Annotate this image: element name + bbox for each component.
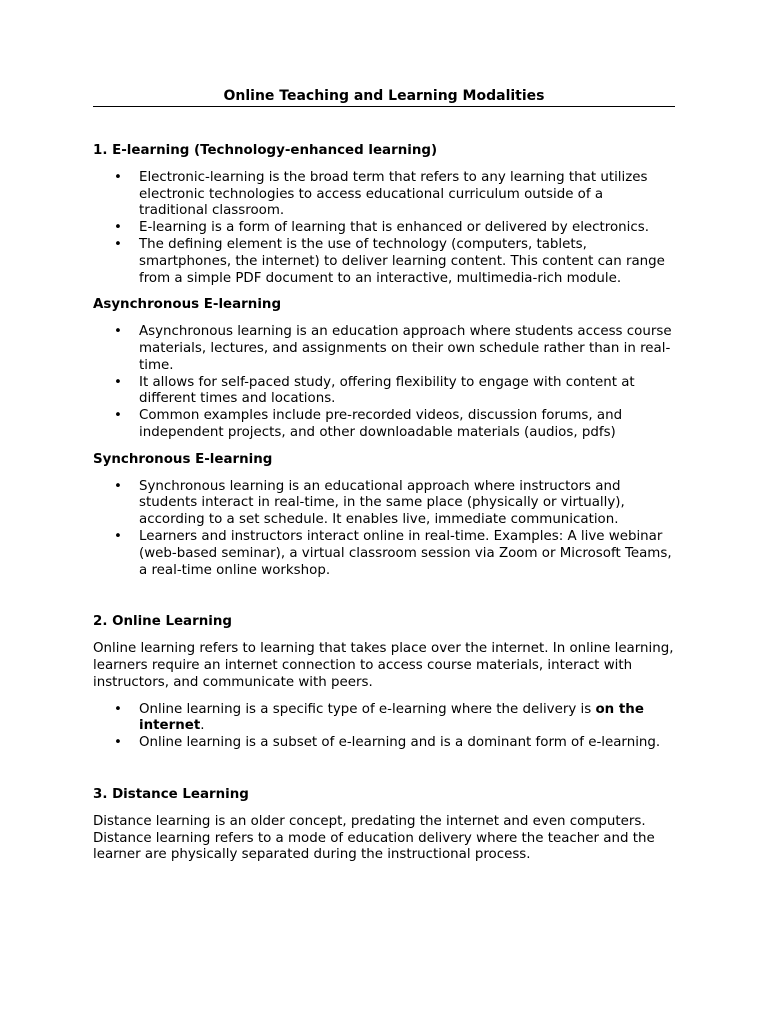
list-item-text: Electronic-learning is the broad term that refers to any learning that utilizes electronic technologies to access educational curriculum outside of a traditional classroom. [139, 169, 648, 219]
bullet-icon: • [114, 236, 122, 252]
list-item [93, 702, 675, 736]
document-body [93, 143, 675, 864]
list-item [93, 324, 675, 374]
list-item-text: The defining element is the use of technology (computers, tablets, smartphones, the internet) to deliver learning content. This content can range from a simple PDF document to an interactive, multimedia-rich module. [139, 236, 665, 286]
section-heading-distance-learning: 3. Distance Learning [93, 786, 249, 802]
bullet-icon: • [114, 169, 122, 185]
section-heading-elearning: 1. E-learning (Technology-enhanced learning) [93, 143, 438, 158]
section-heading-synchronous: Synchronous E-learning [93, 451, 273, 467]
list-item-text: Common examples include pre-recorded videos, discussion forums, and independent projects, and other downloadable materials (audios, pdfs) [139, 408, 623, 440]
bullet-icon: • [114, 528, 122, 544]
list-item-text-part: Online learning is a specific type of e-learning where the delivery is [139, 701, 596, 717]
bullet-icon: • [114, 478, 122, 494]
bullet-icon: • [114, 701, 122, 717]
online-learning-bullet-list [93, 702, 675, 752]
list-item [93, 170, 675, 220]
list-item-text [139, 702, 644, 734]
list-item-text: Asynchronous learning is an education approach where students access course materials, lectures, and assignments on their own schedule rather than in real-time. [139, 324, 672, 373]
list-item-text: E-learning is a form of learning that is enhanced or delivered by electronics. [139, 220, 649, 236]
section-heading-online-learning: 2. Online Learning [93, 614, 232, 630]
bullet-icon: • [114, 408, 122, 424]
list-item [93, 479, 675, 529]
list-item [93, 735, 675, 752]
asynchronous-bullet-list [93, 324, 675, 442]
distance-learning-paragraph: Distance learning is an older concept, predating the internet and even computers. Distance learning refers to a mode of education delivery where the teacher and the learner are physically separated during the instructional process. [93, 813, 655, 863]
bullet-icon: • [114, 374, 122, 390]
bullet-icon: • [114, 220, 122, 236]
list-item-text-end: . [200, 718, 205, 734]
section-heading-asynchronous: Asynchronous E-learning [93, 297, 282, 313]
elearning-bullet-list [93, 170, 675, 288]
list-item [93, 375, 675, 409]
list-item [93, 408, 675, 442]
list-item [93, 237, 675, 287]
list-item [93, 529, 675, 579]
document-title: Online Teaching and Learning Modalities [93, 87, 675, 107]
list-item [93, 220, 675, 237]
list-item-text: Synchronous learning is an educational approach where instructors and students interact in real-time, in the same place (physically or virtually), according to a set schedule. It enables live, immediate communication. [139, 478, 625, 528]
list-item-text: Online learning is a subset of e-learning and is a dominant form of e-learning. [139, 735, 661, 751]
online-learning-paragraph: Online learning refers to learning that takes place over the internet. In online learning, learners require an internet connection to access course materials, interact with instructors, and communicate with peers. [93, 641, 674, 690]
list-item-text: Learners and instructors interact online in real-time. Examples: A live webinar (web-based seminar), a virtual classroom session via Zoom or Microsoft Teams, a real-time online workshop. [139, 528, 672, 578]
bullet-icon: • [114, 735, 122, 751]
synchronous-bullet-list [93, 479, 675, 580]
list-item-text: It allows for self-paced study, offering flexibility to engage with content at different times and locations. [139, 374, 635, 407]
emphasis-text: on the internet [139, 701, 644, 734]
bullet-icon: • [114, 324, 122, 340]
